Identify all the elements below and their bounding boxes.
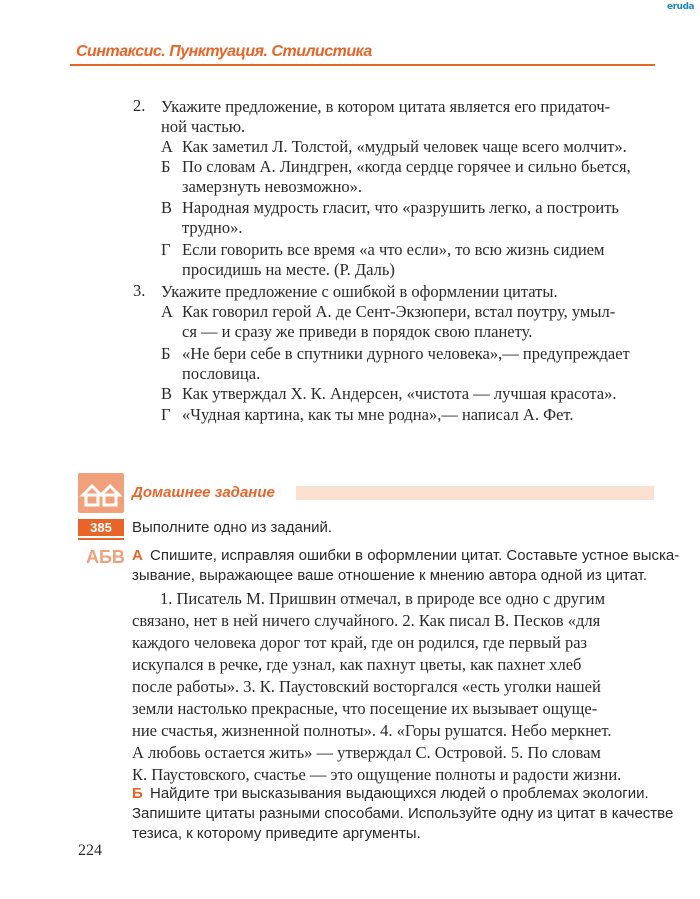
q2-option-a: Как заметил Л. Толстой, «мудрый человек чаще всего молчит». [182,137,627,156]
body-line-2: связано, нет в ней ничего случайного. 2. Как писал В. Песков «для [132,611,601,630]
body-line-9: К. Паустовского, счастье — это ощущение полноты и радости жизни. [132,765,622,784]
corner-logo: eruda [667,2,694,12]
homework-title-bar [296,486,654,500]
body-line-7: ние счастья, жизненной полноты». 4. «Горы рушатся. Небо меркнет. [132,721,612,740]
abc-icon-text: АБВ [86,547,125,567]
task-number-underline [78,538,124,540]
q3-option-g: «Чудная картина, как ты мне родна»,— написал А. Фет. [182,405,574,424]
q3-option-v-letter: В [161,384,173,403]
q3-option-b-letter: Б [161,344,171,363]
body-line-1: 1. Писатель М. Пришвин отмечал, в природе все одно с другим [160,589,606,608]
task-number-badge: 385 [78,519,124,536]
part-b-letter: Б [132,785,143,802]
q3-number: 3. [133,281,146,300]
q2-number: 2. [133,96,146,115]
spelling-abc-icon [86,545,126,575]
running-header: Синтаксис. Пунктуация. Стилистика [76,43,372,60]
q3-option-a-line-1: Как говорил герой А. де Сент-Экзюпери, встал поутру, умыл- [182,302,616,321]
homework-house-icon [78,473,124,513]
part-a-line-1: Спишите, исправляя ошибки в оформлении цитат. Составьте устное выска- [150,547,680,564]
page-number: 224 [78,842,102,859]
q2-option-a-letter: А [161,137,173,156]
q3-option-a-line-2: ся — и сразу же приведи в порядок свою планету. [182,322,533,341]
body-line-4: искупался в речке, где узнал, как пахнут цветы, как пахнет хлеб [132,655,582,674]
q3-option-b-line-2: пословица. [182,364,261,383]
q2-option-g-line-1: Если говорить все время «а что если», то всю жизнь сидием [182,240,605,259]
q2-line-1: Укажите предложение, в котором цитата является его придаточ- [161,97,611,116]
part-b-line-1: Найдите три высказывания выдающихся людей о проблемах экологии. [150,785,649,802]
body-line-3: каждого человека дорог тот край, где он родился, где первый раз [132,633,588,652]
q3-option-b-line-1: «Не бери себе в спутники дурного человека»,— предупреждает [182,344,630,363]
q2-option-b-line-2: замерзнуть невозможно». [182,177,363,196]
q3-option-a-letter: А [161,302,173,321]
q3-line-1: Укажите предложение с ошибкой в оформлении цитаты. [161,282,558,301]
body-line-6: земли настолько прекрасные, что посещение их вызывает ощуще- [132,699,598,718]
q2-option-v-line-2: трудно». [182,218,243,237]
q2-option-v-letter: В [161,198,173,217]
part-a-letter: А [132,547,143,564]
q2-option-g-letter: Г [161,240,171,259]
header-rule [70,64,655,66]
part-b-line-3: тезиса, к которому приведите аргументы. [132,825,421,842]
q2-option-v-line-1: Народная мудрость гласит, что «разрушить легко, а построить [182,198,619,217]
q2-line-2: ной частью. [161,117,246,136]
q2-option-b-letter: Б [161,157,171,176]
q2-option-g-line-2: просидишь на месте. (Р. Даль) [182,260,395,279]
body-line-5: после работы». 3. К. Паустовский восторгался «есть уголки нашей [132,677,601,696]
task-instruction: Выполните одно из заданий. [132,519,333,536]
body-line-8: А любовь остается жить» — утверждал С. Островой. 5. По словам [132,743,601,762]
part-b-line-2: Запишите цитаты разными способами. Используйте одну из цитат в качестве [132,805,674,822]
part-a-line-2: зывание, выражающее ваше отношение к мнению автора одной из цитат. [132,567,648,584]
q2-option-b-line-1: По словам А. Линдгрен, «когда сердце горячее и сильно бьется, [182,157,631,176]
homework-title: Домашнее задание [132,484,275,501]
q3-option-g-letter: Г [161,405,171,424]
q3-option-v: Как утверждал Х. К. Андерсен, «чистота — лучшая красота». [182,384,617,403]
